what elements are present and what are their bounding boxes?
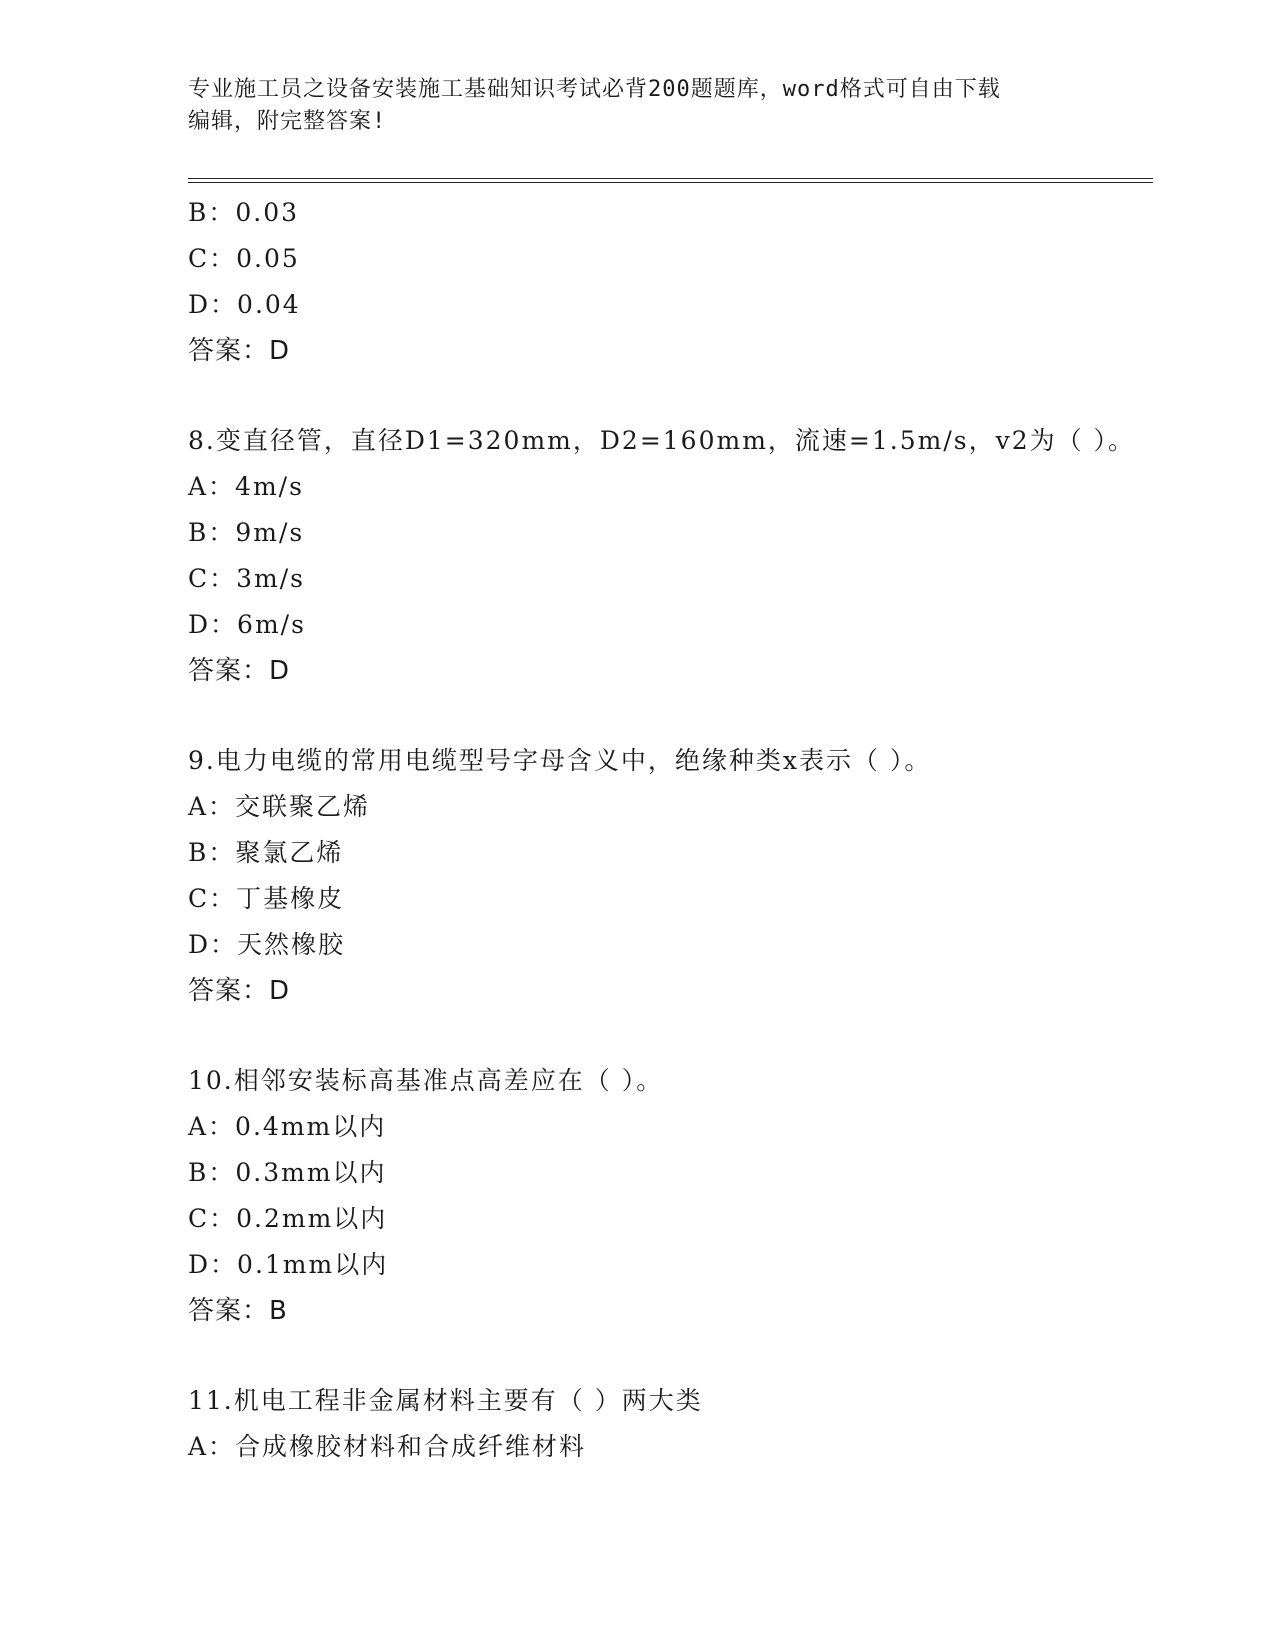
option-c: C：0.05 — [188, 244, 300, 273]
answer: 答案：B — [188, 1296, 288, 1326]
question-7 — [188, 190, 1153, 374]
option-a: A：合成橡胶材料和合成纤维材料 — [188, 1432, 587, 1461]
option-c: C：0.2mm以内 — [188, 1204, 388, 1233]
header-divider — [188, 178, 1153, 183]
question-9 — [188, 738, 1153, 1014]
option-a: A：交联聚乙烯 — [188, 792, 371, 821]
document-header — [188, 74, 1088, 138]
question-text: 10.相邻安装标高基准点高差应在（ ）。 — [188, 1066, 664, 1095]
question-text: 9.电力电缆的常用电缆型号字母含义中，绝缘种类x表示（ ）。 — [188, 746, 932, 775]
question-10 — [188, 1058, 1153, 1334]
option-c: C：丁基橡皮 — [188, 884, 345, 913]
option-d: D：0.04 — [188, 290, 301, 319]
question-text: 8.变直径管，直径D1=320mm，D2=160mm，流速=1.5m/s，v2为（ ）。 — [188, 426, 1136, 455]
option-a: A：0.4mm以内 — [188, 1112, 387, 1141]
question-list — [188, 190, 1153, 1470]
question-text: 11.机电工程非金属材料主要有（ ）两大类 — [188, 1386, 703, 1415]
answer: 答案：D — [188, 336, 291, 366]
header-title-line2: 编辑，附完整答案! — [188, 109, 387, 134]
header-title-line1: 专业施工员之设备安装施工基础知识考试必背200题题库，word格式可自由下载 — [188, 77, 1001, 102]
option-b: B：聚氯乙烯 — [188, 838, 344, 867]
option-a: A：4m/s — [188, 472, 304, 501]
option-b: B：9m/s — [188, 518, 305, 547]
question-8 — [188, 418, 1153, 694]
option-d: D：6m/s — [188, 610, 306, 639]
question-11 — [188, 1378, 1153, 1470]
option-d: D：天然橡胶 — [188, 930, 346, 959]
answer: 答案：D — [188, 976, 291, 1006]
option-b: B：0.3mm以内 — [188, 1158, 387, 1187]
option-c: C：3m/s — [188, 564, 305, 593]
option-b: B：0.03 — [188, 198, 300, 227]
option-d: D：0.1mm以内 — [188, 1250, 389, 1279]
answer: 答案：D — [188, 656, 291, 686]
